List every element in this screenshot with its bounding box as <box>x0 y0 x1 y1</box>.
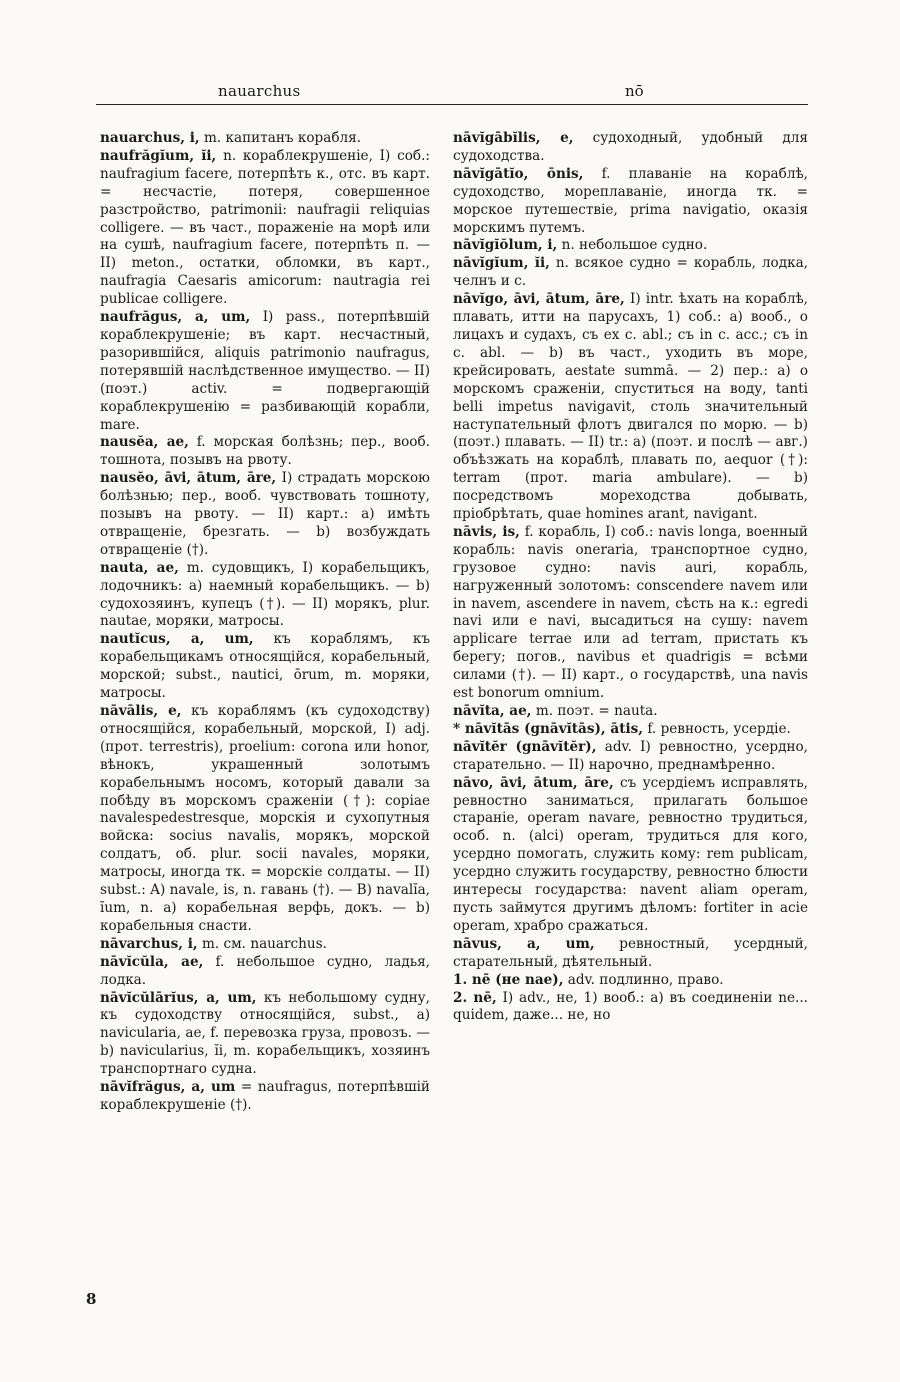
entry-definition: I) intr. ѣхать на кораблѣ, плавать, итти на парусахъ, 1) соб.: a) вооб., о лицахъ и судахъ, съ ex c. abl.; съ in c. acc.; съ in c. abl. — b) въ част., уходить въ море, крейсировать, aestate summā. — 2) пер.: a) о морскомъ сраженіи, спуститься на воду, tanti belli impetus navigavit, столь значительный наступательный флотъ двигался по морю. — b) (поэт.) плавать. — II) tr.: a) (поэт. и послѣ — авг.) объѣзжать на кораблѣ, плавать по, aequor (†): terram (прот. maria ambulare). — b) посредствомъ мореходства добывать, пріобрѣтать, quae homines arant, navigant. <box>453 291 808 523</box>
entry-headword: nāvĭgĭum, ĭi, <box>453 255 550 272</box>
page-number: 8 <box>86 1290 97 1308</box>
dictionary-entry <box>453 739 808 775</box>
header-right-guideword: nō <box>625 82 644 100</box>
entry-definition: къ небольшому судну, къ судоходству относящійся, subst., a) navicularia, ae, f. перевозка груза, провозъ. — b) navicularius, ĭi, m. корабельщикъ, хозяинъ транспортнаго судна. <box>100 989 430 1078</box>
entry-definition: къ кораблямъ (къ судоходству) относящійся, корабельный, морской, I) adj. (прот. terrestris), proelium: corona или honor, вѣнокъ, украшенный золотымъ корабельнымъ носомъ, который давали за побѣду въ морскомъ сраженіи (†): copiae navalespedestresque, морскія и сухопутныя войска: socius navalis, морякъ, морской солдатъ, об. plur. socii navales, моряки, матросы, иногда тк. = морскіе солдаты. — II) subst.: A) navale, is, n. гавань (†). — B) navalĭa, ĭum, n. a) корабельная верфь, докъ. — b) корабельныя снасти. <box>100 703 431 934</box>
entry-headword: * nāvĭtās (gnāvĭtās), ātis, <box>453 720 644 737</box>
dictionary-entry <box>100 631 430 703</box>
dictionary-entry <box>100 1079 430 1115</box>
entry-headword: nāvis, is, <box>453 523 520 540</box>
dictionary-entry <box>453 291 808 524</box>
entry-definition: съ усердіемъ исправлять, ревностно заниматься, прилагать большое стараніе, operam navare, ревностно трудиться, особ. n. (alci) operam, трудиться для кого, усердно помогать, служить кому: rem publicam, усердно служить государству, ревностно блюсти интересы государства: navent aliam operam, пусть займутся другимъ дѣломъ: fortiter in acie operam, храбро сражаться. <box>453 774 808 934</box>
entry-definition: = naufragus, потерпѣвшій кораблекрушеніе (†). <box>100 1079 430 1113</box>
entry-headword: nāvālis, e, <box>100 703 182 719</box>
entry-definition: adv. I) ревностно, усердно, старательно. — II) нарочно, преднамѣренно. <box>453 738 809 773</box>
entry-headword: nāvĭta, ae, <box>453 703 532 719</box>
dictionary-entry <box>100 954 430 990</box>
entry-definition: n. небольшое судно. <box>561 237 708 254</box>
entry-headword: nāvĭcŭla, ae, <box>100 953 204 970</box>
dictionary-entry <box>453 775 808 936</box>
entry-definition: судоходный, удобный для судоходства. <box>453 130 808 164</box>
running-header <box>98 82 808 102</box>
entry-definition: f. ревность, усердіе. <box>647 720 791 737</box>
entry-headword: nāvĭgo, āvi, ātum, āre, <box>453 291 625 308</box>
entry-definition: n. всякое судно = корабль, лодка, челнъ и с. <box>453 255 809 290</box>
entry-definition: I) adv., не, 1) вооб.: a) въ соединеніи ne... quidem, даже... не, но <box>453 989 808 1024</box>
dictionary-entry <box>453 166 808 238</box>
entry-definition: къ кораблямъ, къ корабельщикамъ относящійся, корабельный, морской; subst., nautici, ōrum, m. моряки, матросы. <box>100 631 430 702</box>
entry-headword: nāvĭfrăgus, a, um <box>100 1079 236 1096</box>
dictionary-entry <box>453 990 808 1026</box>
entry-headword: nāvarchus, i, <box>100 935 198 952</box>
header-left-guideword: nauarchus <box>218 82 301 100</box>
entry-definition: f. морская болѣзнь; пер., вооб. тошнота, позывъ на рвоту. <box>100 434 430 469</box>
entry-headword: nauta, ae, <box>100 559 179 576</box>
entry-headword: nāvĭtĕr (gnāvĭtĕr), <box>453 738 597 755</box>
dictionary-entry <box>100 936 430 954</box>
header-rule <box>96 104 808 105</box>
dictionary-entry <box>100 990 430 1080</box>
entry-definition: I) pass., потерпѣвшій кораблекрушеніе; въ карт. несчастный, разорившійся, aliquis patrimonio naufragus, потерявшій наслѣдственное имущество. — II) (поэт.) activ. = подвергающій кораблекрушенію = разбивающій корабли, mare. <box>100 309 430 433</box>
entry-headword: nāvĭcŭlārĭus, a, um, <box>100 989 257 1006</box>
entry-headword: 2. nē, <box>453 989 497 1006</box>
entry-headword: nāvo, āvi, ātum, āre, <box>453 774 614 791</box>
dictionary-entry <box>100 309 430 434</box>
dictionary-entry <box>453 237 808 255</box>
dictionary-entry <box>100 703 430 936</box>
dictionary-entry <box>100 130 430 148</box>
entry-definition: n. кораблекрушеніе, I) соб.: naufragium facere, потерпѣть к., отс. въ карт. = несчастіе, потеря, совершенное разстройство, patrimonii: naufragii reliquias colligere. — въ част., пораженіе на морѣ или на сушѣ, naufragium facere, потерпѣть п. — II) meton., остатки, обломки, въ карт., naufragia Caesaris amicorum: nautragia rei publicae colligere. <box>100 147 430 308</box>
entry-definition: ревностный, усердный, старательный, дѣятельный. <box>453 935 808 970</box>
dictionary-entry <box>453 130 808 166</box>
entry-definition: m. капитанъ корабля. <box>203 130 362 146</box>
entry-headword: nausĕa, ae, <box>100 434 189 451</box>
entry-headword: naufrăgus, a, um, <box>100 309 251 326</box>
dictionary-entry <box>453 972 808 990</box>
entry-definition: f. корабль, I) соб.: navis longa, военный корабль: navis oneraria, транспортное судно, грузовое судно: navis auri, корабль, нагруженный золотомъ: conscendere navem или in navem, ascendere in navem, сѣсть на к.: egredi navi или e navi, высадиться на сушу: navem applicare terrae или ad terram, пристать къ берегу; погов., navibus et quadrigis = всѣми силами (†). — II) карт., о государствѣ, una navis est bonorum omnium. <box>453 523 808 702</box>
dictionary-entry <box>453 255 808 291</box>
entry-headword: nauarchus, i, <box>100 130 200 146</box>
dictionary-entry <box>453 936 808 972</box>
entry-headword: nāvĭgābĭlis, e, <box>453 130 574 146</box>
entry-headword: naufrăgĭum, ĭi, <box>100 147 217 164</box>
entry-headword: nautĭcus, a, um, <box>100 631 254 648</box>
entry-definition: f. небольшое судно, ладья, лодка. <box>100 953 431 988</box>
dictionary-entry <box>100 470 430 560</box>
dictionary-entry <box>100 560 430 632</box>
entry-definition: m. см. nauarchus. <box>201 935 327 952</box>
entry-definition: adv. подлинно, право. <box>567 971 724 988</box>
entry-headword: 1. nē (не nae), <box>453 971 564 988</box>
left-column <box>100 130 430 1115</box>
entry-definition: m. поэт. = nauta. <box>535 703 658 719</box>
entry-definition: f. плаваніе на кораблѣ, судоходство, мореплаваніе, иногда тк. = морское путешествіе, prima navigatio, оказія морскимъ путемъ. <box>453 165 808 236</box>
dictionary-entry <box>453 721 808 739</box>
dictionary-entry <box>453 524 808 703</box>
dictionary-entry <box>453 703 808 721</box>
entry-headword: nāvĭgātĭo, ōnis, <box>453 165 584 182</box>
entry-definition: I) страдать морскою болѣзнью; пер., вооб. чувствовать тошноту, позывъ на рвоту. — II) карт.: a) имѣть отвращеніе, брезгать. — b) возбуждать отвращеніе (†). <box>100 470 430 558</box>
right-column <box>453 130 808 1025</box>
entry-headword: nāvĭgĭŏlum, i, <box>453 237 558 254</box>
dictionary-entry <box>100 434 430 470</box>
dictionary-entry <box>100 148 430 309</box>
entry-headword: nāvus, a, um, <box>453 935 595 952</box>
entry-headword: nausĕo, āvi, ātum, āre, <box>100 470 277 487</box>
entry-definition: m. судовщикъ, I) корабельщикъ, лодочникъ: a) наемный корабельщикъ. — b) судохозяинъ, купецъ (†). — II) морякъ, plur. nautae, моряки, матросы. <box>100 559 430 630</box>
